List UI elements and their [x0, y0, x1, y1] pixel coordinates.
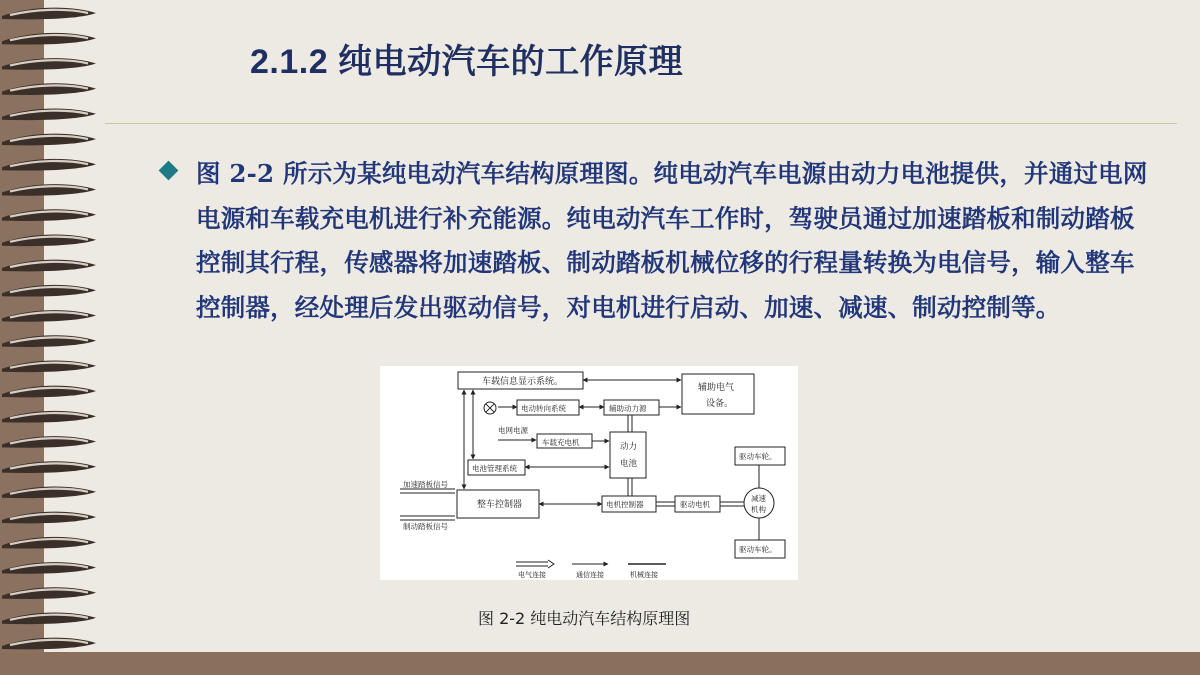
aux-equipment-label-2: 设备。 [706, 399, 734, 409]
aux-power-label: 辅助动力源 [609, 404, 647, 413]
reducer-label-1: 减速 [751, 494, 766, 503]
legend-electric-label: 电气连接 [518, 571, 546, 579]
figure-caption: 图 2-2 纯电动汽车结构原理图 [478, 609, 691, 628]
bottom-bar [0, 652, 1200, 675]
title-divider [105, 123, 1177, 124]
onboard-charger-label: 车载充电机 [542, 438, 580, 447]
aux-equipment-label-1: 辅助电气 [698, 383, 735, 393]
drive-wheel-top-label: 驱动车轮。 [739, 452, 777, 461]
drive-motor-label: 驱动电机 [680, 500, 710, 509]
display-system-label: 车载信息显示系统。 [482, 377, 564, 387]
motor-controller-label: 电机控制器 [606, 500, 644, 509]
spiral-binding-icon [0, 0, 125, 675]
battery-box [610, 432, 646, 478]
body-paragraph: 图 2-2 所示为某纯电动汽车结构原理图。纯电动汽车电源由动力电池提供，并通过电网电源和车载充电机进行补充能源。纯电动汽车工作时，驾驶员通过加速踏板和制动踏板控制其行程，传感器将加速踏板、制动踏板机械位移的行程量转换为电信号，输入整车控制器，经处理后发出驱动信号，对电机进行启动、加速、减速、制动控制等。 [196, 159, 1148, 322]
vehicle-controller-label: 整车控制器 [477, 500, 523, 510]
battery-label-2: 电池 [620, 459, 638, 469]
legend-mech-label: 机械连接 [630, 571, 658, 579]
structure-diagram [380, 366, 798, 580]
legend-comm-label: 通信连接 [576, 571, 604, 579]
bms-label: 电池管理系统 [472, 464, 517, 473]
slide-title: 2.1.2 纯电动汽车的工作原理 [250, 43, 684, 81]
reducer-label-2: 机构 [751, 505, 766, 514]
grid-power-label: 电网电源 [498, 426, 528, 435]
steering-system-label: 电动转向系统 [521, 404, 566, 413]
drive-wheel-bottom-label: 驱动车轮。 [739, 545, 777, 554]
diamond-bullet-icon [159, 161, 179, 181]
brake-signal-label: 制动踏板信号 [403, 522, 448, 531]
battery-label-1: 动力 [620, 442, 638, 452]
accel-signal-label: 加速踏板信号 [403, 480, 448, 489]
